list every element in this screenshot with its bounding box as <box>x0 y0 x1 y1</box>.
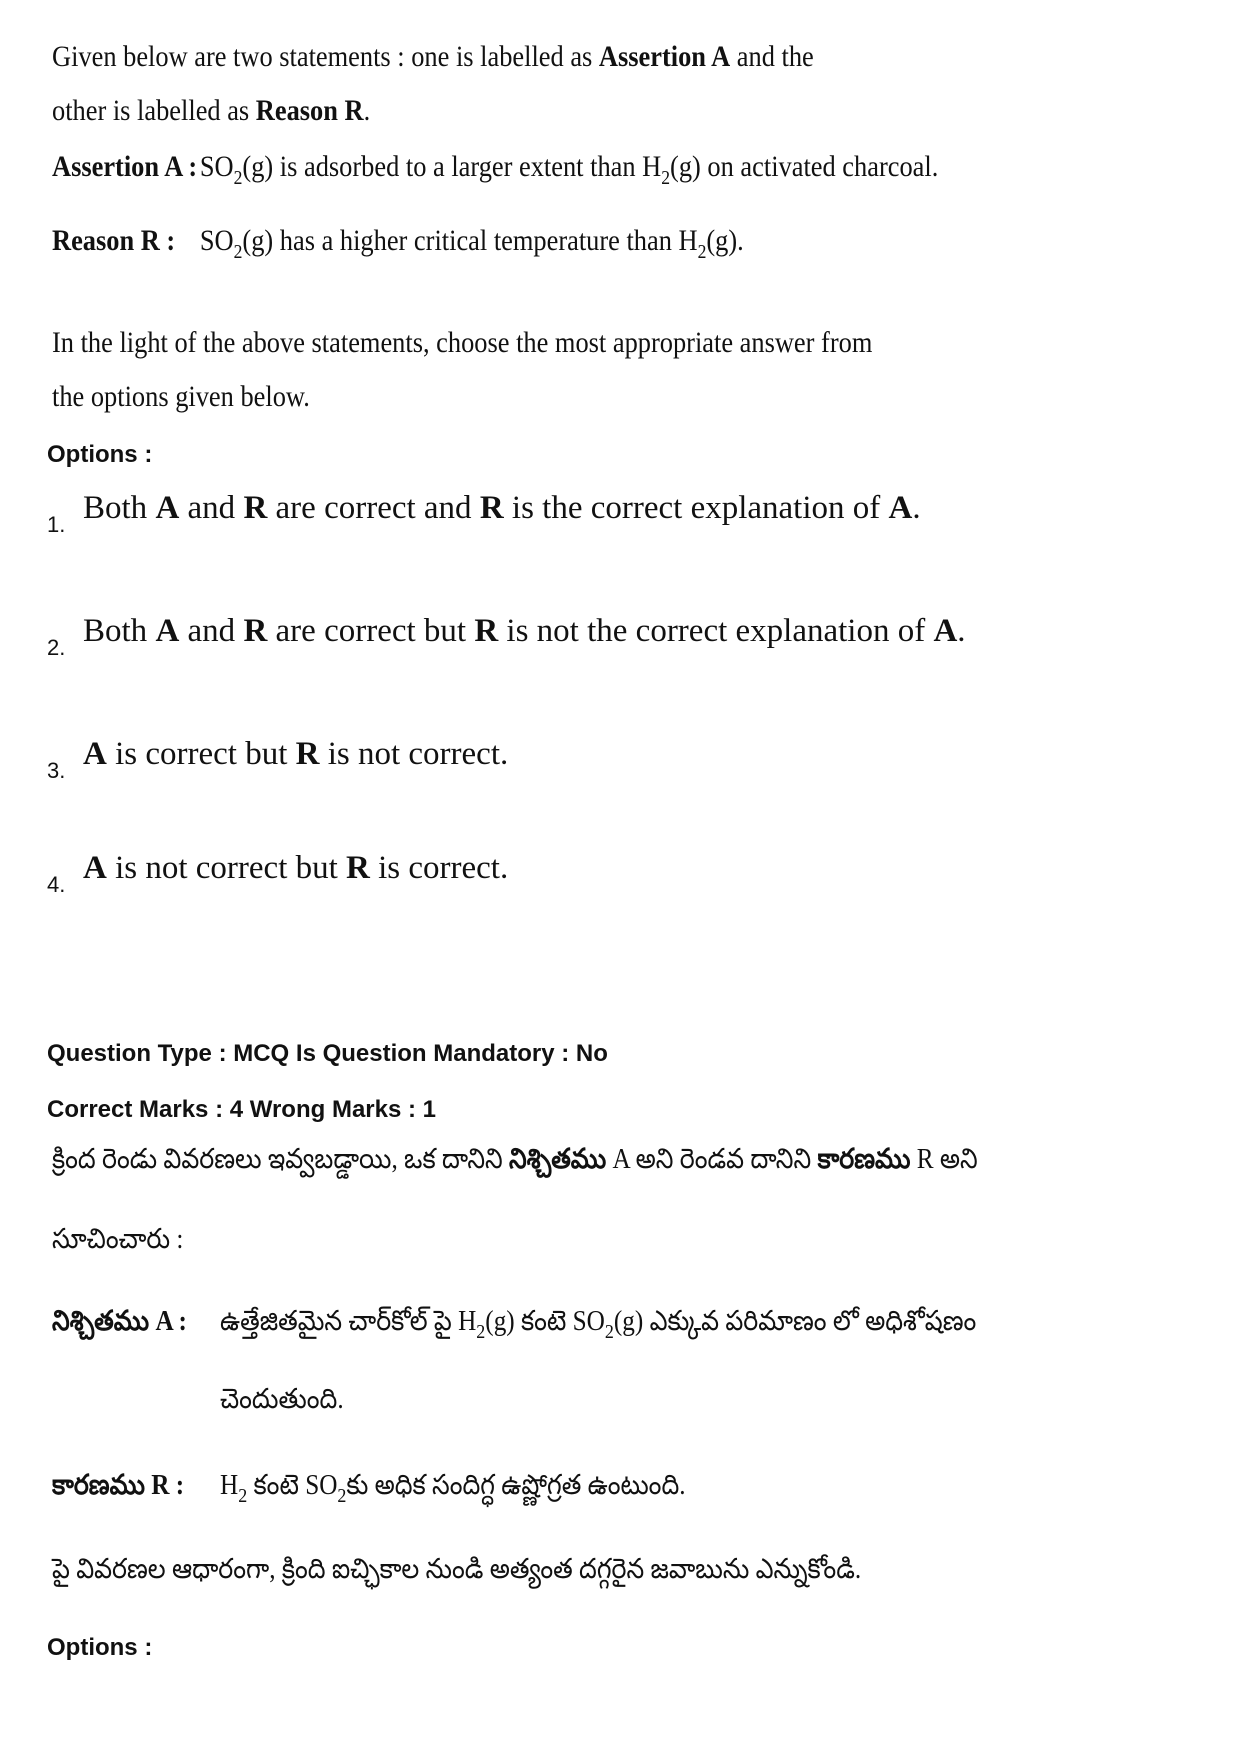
intro-text: Given below are two statements : one is labelled as <box>52 40 599 73</box>
option-2[interactable] <box>47 613 966 661</box>
telugu-intro-line2: సూచించారు : <box>52 1224 184 1255</box>
option-1[interactable] <box>47 490 921 538</box>
option-3[interactable] <box>47 736 508 784</box>
intro-text-mid: and the other is labelled as <box>52 40 814 127</box>
telugu-instruction: పై వివరణల ఆధారంగా, క్రింది ఐచ్ఛికాల నుండి అత్యంత దగ్గరైన జవాబును ఎన్నుకోండి. <box>52 1554 862 1585</box>
question-type-line: Question Type : MCQ Is Question Mandatory : No <box>47 1040 608 1067</box>
option-text: Both A and R are correct and R is the correct explanation of A. <box>83 490 921 526</box>
option-number: 1. <box>47 512 66 537</box>
reason-text: $SO_2(g)$ has a higher critical temperature than $H_2(g)$. <box>199 224 744 263</box>
option-number: 3. <box>47 758 66 783</box>
options-heading-2: Options : <box>47 1634 153 1661</box>
option-text: A is not correct but R is correct. <box>83 850 509 886</box>
intro-text-end: . <box>363 94 371 127</box>
option-text: A is correct but R is not correct. <box>83 736 509 772</box>
options-heading: Options : <box>47 441 153 468</box>
telugu-assertion-label: నిశ్చితము A : <box>52 1306 187 1337</box>
assertion-row <box>52 150 939 189</box>
intro-assertion-label: Assertion A <box>598 40 731 73</box>
reason-row <box>52 224 744 263</box>
assertion-text: $SO_2(g)$ is adsorbed to a larger extent than $H_2(g)$ on activated charcoal. <box>199 150 939 189</box>
option-4[interactable] <box>47 850 508 898</box>
english-intro <box>52 30 844 138</box>
instruction-text: In the light of the above statements, choose the most appropriate answer from the options given below. <box>52 326 873 413</box>
marks-line: Correct Marks : 4 Wrong Marks : 1 <box>47 1096 437 1123</box>
assertion-label: Assertion A : <box>52 150 198 183</box>
option-text: Both A and R are correct but R is not the correct explanation of A. <box>83 613 966 649</box>
intro-reason-label: Reason R <box>255 94 364 127</box>
telugu-assertion-text: ఉత్తేజితమైన చార్‌కోల్ పై $H_2(g)$ కంటె $SO_2(g)$ ఎక్కువ పరిమాణం లో అధిశోషణం <box>220 1306 977 1343</box>
option-number: 4. <box>47 872 66 897</box>
telugu-assertion-line2: చెందుతుంది. <box>220 1384 344 1415</box>
telugu-reason-text: $H_2$ కంటె $SO_2కు$ అధిక సందిగ్ధ ఉష్ణోగ్రత ఉంటుంది. <box>220 1470 686 1507</box>
reason-label: Reason R : <box>52 224 176 257</box>
telugu-intro-line1: క్రింద రెండు వివరణలు ఇవ్వబడ్డాయి, ఒక దానిని నిశ్చితము A అని రెండవ దానిని కారణము R అని <box>52 1144 978 1175</box>
telugu-reason-label: కారణము R : <box>52 1470 185 1501</box>
option-number: 2. <box>47 635 66 660</box>
